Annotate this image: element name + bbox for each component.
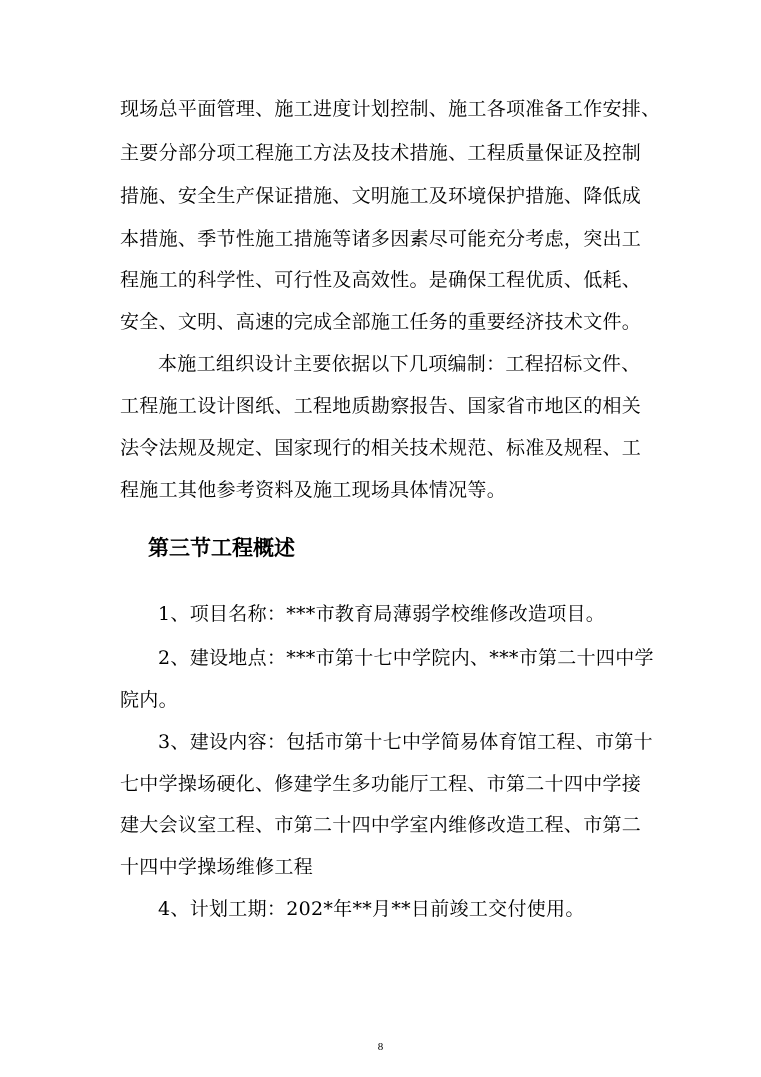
page-number: 8 [377,1041,384,1053]
text-line: 本措施、季节性施工措施等诸多因素尽可能充分考虑，突出工 [120,228,642,250]
list-item-continuation: 建大会议室工程、市第二十四中学室内维修改造工程、市第二 [120,814,642,836]
text-line: 主要分部分项工程施工方法及技术措施、工程质量保证及控制 [120,142,642,164]
list-item: 2、建设地点：***市第十七中学院内、***市第二十四中学 [158,647,654,669]
list-item-continuation: 七中学操场硬化、修建学生多功能厅工程、市第二十四中学接 [120,773,642,795]
text-line: 工程施工设计图纸、工程地质勘察报告、国家省市地区的相关 [120,395,642,417]
list-item: 1、项目名称：***市教育局薄弱学校维修改造项目。 [158,603,606,625]
list-item-continuation: 十四中学操场维修工程 [120,856,314,878]
text-line: 措施、安全生产保证措施、文明施工及环境保护措施、降低成 [120,185,642,207]
text-line: 安全、文明、高速的完成全部施工任务的重要经济技术文件。 [120,311,642,333]
list-item: 3、建设内容：包括市第十七中学简易体育馆工程、市第十 [158,731,653,753]
text-line: 程施工的科学性、可行性及高效性。是确保工程优质、低耗、 [120,269,642,291]
text-line: 程施工其他参考资料及施工现场具体情况等。 [120,479,507,501]
text-line: 现场总平面管理、施工进度计划控制、施工各项准备工作安排、 [120,98,661,120]
text-line: 法令法规及规定、国家现行的相关技术规范、标准及规程、工 [120,437,642,459]
list-item-continuation: 院内。 [120,689,178,711]
list-item: 4、计划工期：202*年**月**日前竣工交付使用。 [158,898,585,920]
text-line: 本施工组织设计主要依据以下几项编制：工程招标文件、 [158,353,641,375]
section-heading: 第三节工程概述 [148,536,295,560]
